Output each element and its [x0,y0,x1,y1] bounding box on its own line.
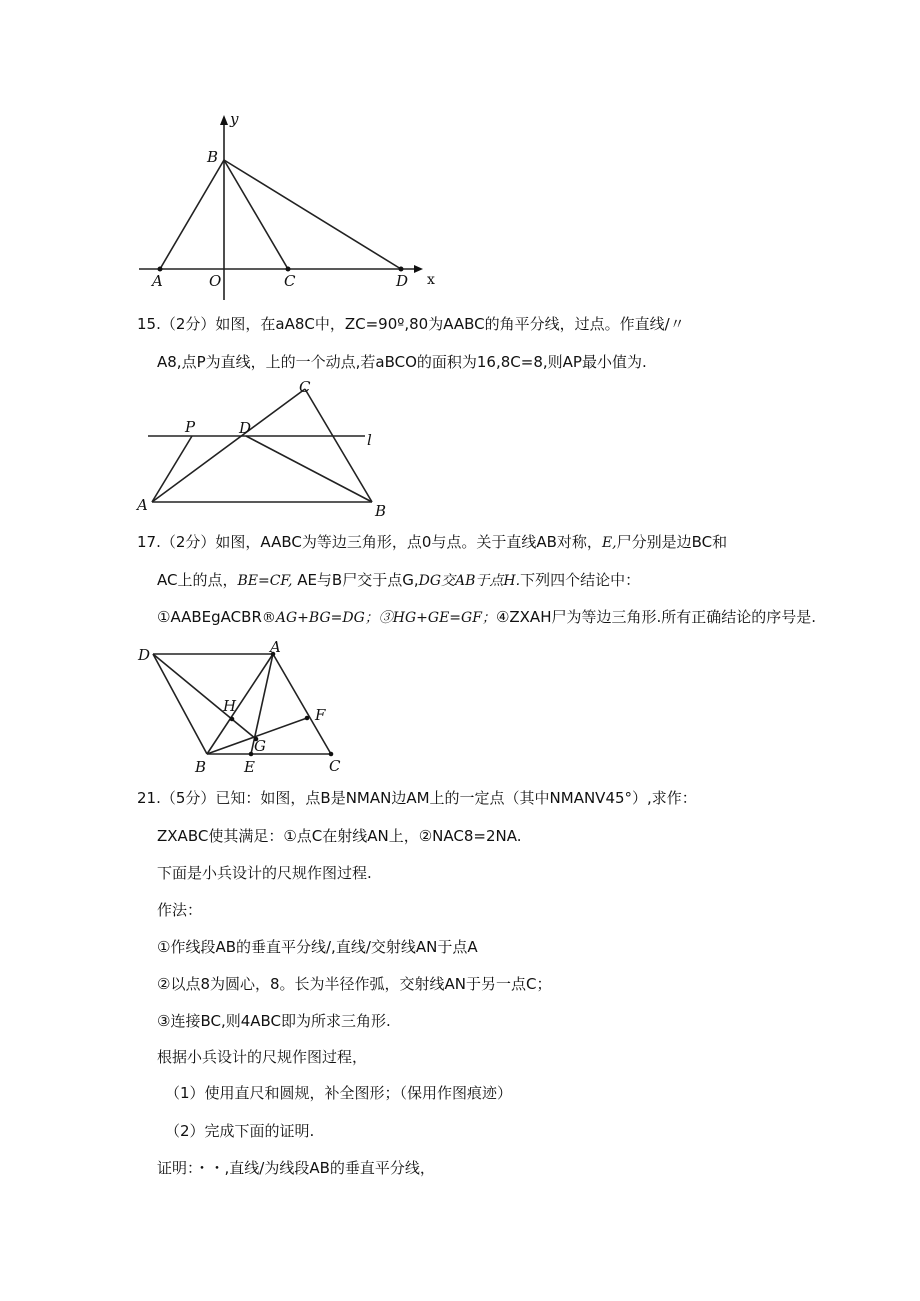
label-E: E [244,758,255,776]
q21-line10: （2）完成下面的证明. [165,1122,315,1140]
point-D [399,267,404,272]
q17-line3-italic: ®AG+BG=DG；③HG+GE=GF； [261,610,496,626]
q21-line6: ②以点8为圆心，8。长为半径作弧，交射线AN于另一点C； [157,975,552,993]
label-D: D [239,419,252,437]
q21-line9: （1）使用直尺和圆规，补全图形；（保用作图痕迹） [165,1084,513,1102]
label-l: l [367,431,372,449]
label-x: x [427,272,435,288]
q21-line3: 下面是小兵设计的尺规作图过程. [157,864,372,882]
label-H: H [223,697,237,715]
q17-line1-end: 尸分别是边BC和 [616,533,728,551]
label-O: O [209,272,222,290]
figure-right-triangle-with-line [135,378,387,522]
x-axis-arrow-icon [414,265,423,273]
label-C: C [329,757,341,775]
segment-BC [224,160,288,269]
figure-equilateral-triangle-symmetry [135,640,355,780]
y-axis-arrow-icon [220,115,228,125]
label-B: B [207,148,219,166]
label-C: C [299,378,311,396]
q17-line3-b: ④ZXAH尸为等边三角形.所有正确结论的序号是. [495,608,817,626]
point-H [230,717,235,722]
q17-line1 [137,532,727,553]
label-F: F [315,706,326,724]
q17-line2-c: 下列四个结论中： [520,571,641,589]
segment-DB [153,654,207,754]
point-A [158,267,163,272]
label-B: B [375,502,387,520]
label-C: C [284,272,296,290]
q21-line8: 根据小兵设计的尺规作图过程， [157,1048,368,1066]
label-D: D [138,646,151,664]
label-A: A [152,272,163,290]
figure-coordinate-triangle [135,110,435,300]
point-E [249,752,254,757]
q17-line2-a: AC上的点， [157,571,238,589]
q21-line2: ZXABC使其满足：①点C在射线AN上，②NAC8=2NA. [157,827,522,845]
q17-line2-italic1: BE=CF, [237,573,293,589]
q17-line2 [157,570,640,591]
label-B: B [195,758,207,776]
q21-line7: ③连接BC,则4ABC即为所求三角形. [157,1012,391,1030]
q15-line2: A8,点P为直线，上的一个动点,若aBCO的面积为16,8C=8,则AP最小值为. [157,353,647,371]
label-P: P [185,418,196,436]
q17-line2-italic2: DG交AB于点H. [418,573,521,589]
q17-line3 [157,607,816,628]
segment-DG [153,654,256,739]
q17-line1-italic: E, [601,535,617,551]
q21-line5: ①作线段AB的垂直平分线/,直线/交射线AN于点A [157,938,478,956]
label-A: A [137,496,148,514]
segment-AB [160,160,224,269]
segment-AC [273,654,331,754]
q17-line3-a: ①AABEgACBR [157,608,262,626]
point-C [286,267,291,272]
point-C [329,752,334,757]
label-A: A [270,638,281,656]
q21-line1: 21.（5分）已知：如图，点B是NMAN边AM上的一定点（其中NMANV45°）,求作： [137,789,697,807]
q21-line11: 证明：・・,直线/为线段AB的垂直平分线， [157,1159,435,1177]
q21-line4: 作法： [157,901,203,919]
label-D: D [396,272,409,290]
q17-line2-b: AE与B尸交于点G, [292,571,419,589]
label-y: y [230,110,239,128]
q17-line1-text: 17.（2分）如图，AABC为等边三角形，点0与点。关于直线AB对称， [137,533,602,551]
label-G: G [254,737,266,755]
point-F [305,716,310,721]
segment-AP [152,436,192,502]
q15-line1: 15.（2分）如图，在aA8C中，ZC=90º,80为AABC的角平分线，过点。作直线/〃 [137,315,685,333]
segment-BD [224,160,401,269]
segment-AC [152,389,305,502]
